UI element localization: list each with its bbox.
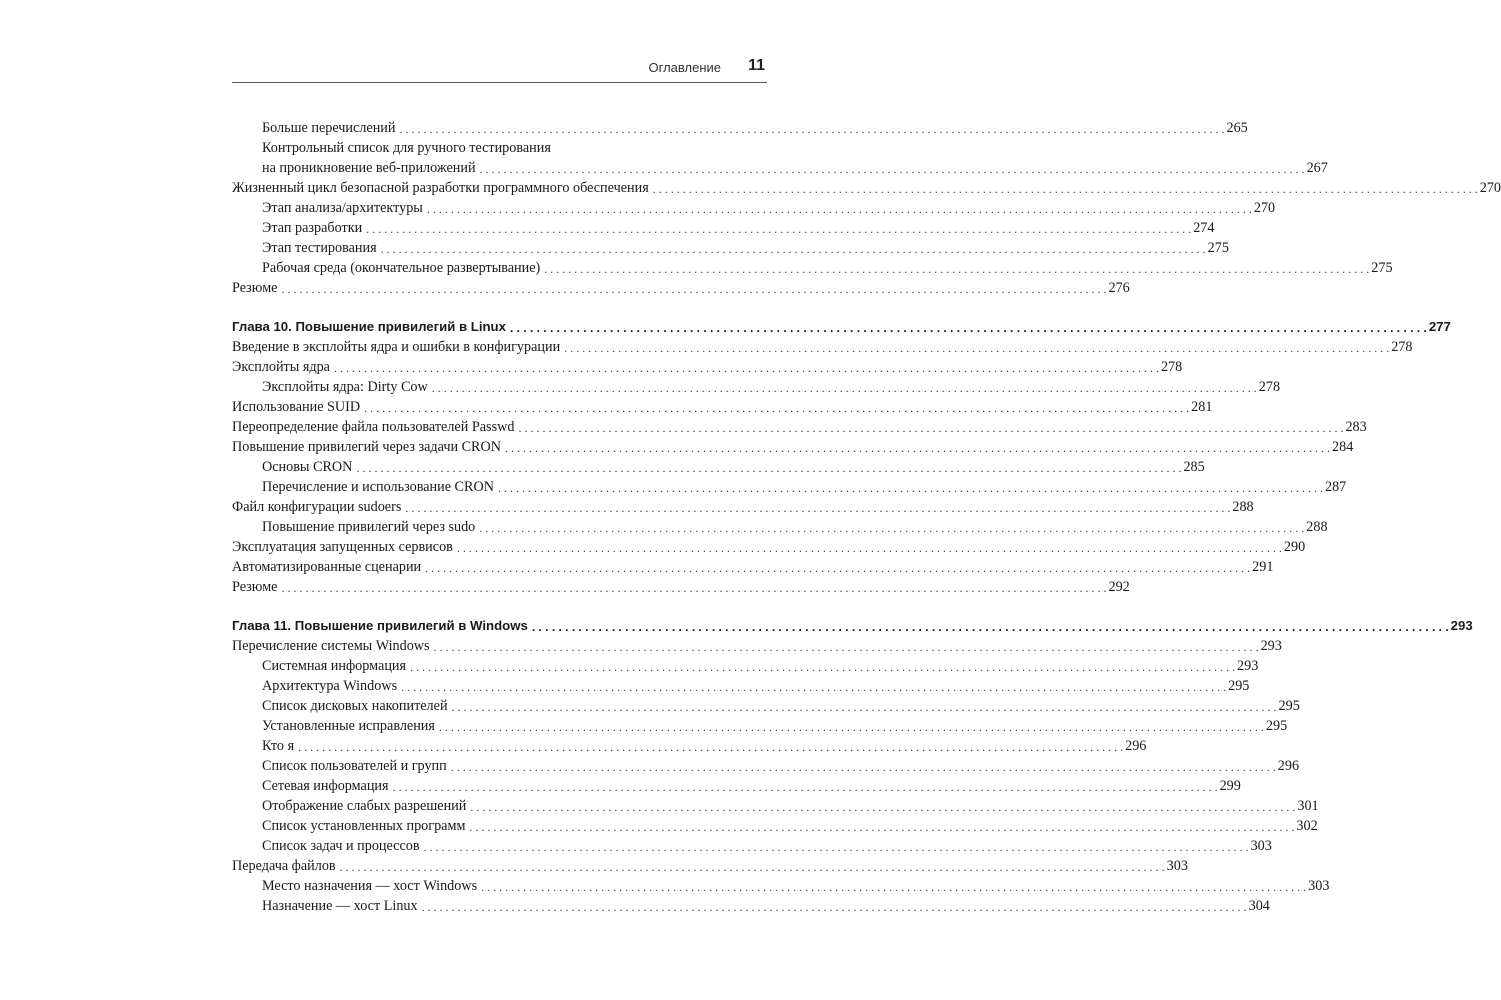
toc-entry-title: Сетевая информация [262,778,389,794]
dot-leader [479,519,1304,537]
toc-entry[interactable] [232,756,1300,776]
toc-entry-title: Этап разработки [262,220,363,236]
toc-entry-page: 287 [1324,479,1347,495]
toc-entry[interactable] [232,736,1147,756]
toc-entry-page: 270 [1253,200,1276,216]
toc-entry-title: Перечисление системы Windows [232,638,430,654]
dot-leader [518,419,1343,437]
dot-leader [281,280,1106,298]
dot-leader [452,698,1277,716]
toc-entry[interactable] [232,357,1183,377]
dot-leader [544,260,1369,278]
dot-leader [510,319,1427,337]
toc-entry-title: Жизненный цикл безопасной разработки программного обеспечения [232,180,649,196]
toc-entry-title: Файл конфигурации sudoers [232,499,402,515]
dot-leader [532,618,1449,636]
dot-leader [457,539,1282,557]
toc-entry-page: 270 [1479,180,1501,196]
toc-entry-page: 299 [1219,778,1241,794]
toc-entry-page: 296 [1125,738,1147,754]
toc-entry-page: 276 [1108,280,1130,296]
toc-entry[interactable] [232,258,1393,278]
toc-entry-page: 288 [1232,499,1254,515]
toc-entry-page: 284 [1332,439,1354,455]
toc-entry[interactable] [232,417,1367,437]
toc-entry[interactable] [232,656,1259,676]
toc-entry-title: Эксплойты ядра: Dirty Cow [262,379,428,395]
dot-leader [298,738,1123,756]
toc-entry-title: Резюме [232,579,278,595]
toc-entry-title: Использование SUID [232,399,361,415]
toc-entry[interactable] [232,776,1241,796]
toc-entry[interactable] [232,178,1501,198]
toc-entry-title: Системная информация [262,658,407,674]
toc-entry-title: Место назначения — хост Windows [262,878,478,894]
toc-entry-page: 278 [1160,359,1183,375]
toc-entry[interactable] [232,278,1130,298]
toc-entry-title: Список дисковых накопителей [262,698,448,714]
dot-leader [505,439,1330,457]
toc-entry-title: Этап анализа/архитектуры [262,200,423,216]
toc-entry-page: 274 [1193,220,1215,236]
toc-entry[interactable] [232,118,1248,138]
toc-entry-title: Введение в эксплойты ядра и ошибки в конфигурации [232,339,561,355]
toc-entry-page: 265 [1226,120,1248,136]
toc-entry-title: Перечисление и использование CRON [262,479,494,495]
toc-entry-page: 275 [1207,240,1229,256]
dot-leader [564,339,1389,357]
toc-entry-page: 293 [1260,638,1282,654]
toc-entry-page: 283 [1345,419,1367,435]
chapter-gap [232,597,767,616]
toc-entry[interactable] [232,676,1250,696]
toc-entry[interactable] [232,796,1319,816]
toc-entry[interactable] [232,716,1288,736]
dot-leader [434,638,1259,656]
dot-leader [366,220,1191,238]
table-of-contents [232,118,1501,916]
toc-entry[interactable] [232,337,1413,357]
toc-entry-title: Список установленных программ [262,818,466,834]
toc-entry[interactable] [232,238,1229,258]
toc-entry-title: Назначение — хост Linux [262,898,418,914]
toc-entry[interactable] [232,497,1254,517]
toc-entry[interactable] [232,896,1270,916]
dot-leader [364,399,1189,417]
dot-leader [340,858,1165,876]
toc-entry-page: 267 [1306,160,1328,176]
toc-entry-title: Глава 11. Повышение привилегий в Windows [232,618,528,633]
toc-entry-title: Архитектура Windows [262,678,398,694]
toc-entry[interactable] [232,517,1328,537]
toc-entry[interactable] [232,138,1328,178]
dot-leader [480,160,1305,178]
toc-chapter-entry[interactable] [232,616,1473,636]
dot-leader [451,758,1276,776]
toc-entry-title: Повышение привилегий через sudo [262,519,476,535]
dot-leader [498,479,1323,497]
toc-entry-page: 292 [1108,579,1130,595]
toc-entry-page: 281 [1191,399,1213,415]
toc-entry-page: 290 [1283,539,1306,555]
toc-entry[interactable] [232,477,1347,497]
toc-entry-page: 303 [1308,878,1330,894]
toc-entry-title: Повышение привилегий через задачи CRON [232,439,502,455]
toc-entry[interactable] [232,377,1281,397]
toc-entry[interactable] [232,457,1205,477]
toc-entry-title: Передача файлов [232,858,336,874]
running-header [232,56,767,83]
toc-entry-page: 293 [1450,618,1473,633]
dot-leader [470,798,1295,816]
toc-entry-title: Список задач и процессов [262,838,420,854]
toc-entry-page: 296 [1277,758,1300,774]
dot-leader [393,778,1218,796]
dot-leader [432,379,1257,397]
toc-entry-page: 278 [1258,379,1281,395]
toc-entry-title: Больше перечислений [262,120,396,136]
dot-leader [439,718,1264,736]
page-number: 11 [748,57,765,74]
toc-entry-page: 275 [1371,260,1393,276]
toc-entry-title: Резюме [232,280,278,296]
dot-leader [424,838,1249,856]
toc-entry-page: 303 [1250,838,1272,854]
dot-leader [281,579,1106,597]
dot-leader [410,658,1235,676]
dot-leader [399,120,1224,138]
toc-entry-title: Список пользователей и групп [262,758,447,774]
dot-leader [401,678,1226,696]
toc-chapter-entry[interactable] [232,317,1451,337]
toc-entry[interactable] [232,198,1276,218]
toc-entry-title: Кто я [262,738,295,754]
toc-entry[interactable] [232,577,1130,597]
toc-entry[interactable] [232,876,1330,896]
toc-entry-page: 303 [1166,858,1188,874]
toc-entry-page: 291 [1252,559,1274,575]
toc-entry-page: 295 [1278,698,1300,714]
toc-entry-title: Основы CRON [262,459,353,475]
toc-entry[interactable] [232,537,1306,557]
toc-entry-title: Установленные исправления [262,718,435,734]
toc-entry[interactable] [232,557,1274,577]
dot-leader [356,459,1181,477]
toc-entry-title: Рабочая среда (окончательное развертывание) [262,260,541,276]
toc-entry-page: 293 [1237,658,1259,674]
toc-entry-title: Автоматизированные сценарии [232,559,422,575]
toc-entry-page: 295 [1228,678,1250,694]
dot-leader [425,559,1250,577]
toc-entry-page: 285 [1183,459,1205,475]
dot-leader [469,818,1294,836]
toc-entry[interactable] [232,218,1215,238]
toc-entry[interactable] [232,836,1272,856]
dot-leader [653,180,1478,198]
toc-entry-page: 277 [1428,319,1451,334]
dot-leader [422,898,1247,916]
toc-entry-title-line1: Контрольный список для ручного тестирования [262,140,551,156]
toc-entry[interactable] [232,636,1282,656]
toc-entry-title: Переопределение файла пользователей Passwd [232,419,515,435]
dot-leader [481,878,1306,896]
toc-entry-title: на проникновение веб-приложений [262,160,476,176]
toc-entry-title: Отображение слабых разрешений [262,798,467,814]
toc-entry[interactable] [232,816,1318,836]
toc-entry-page: 278 [1391,339,1413,355]
toc-entry[interactable] [232,397,1213,417]
toc-entry-title: Глава 10. Повышение привилегий в Linux [232,319,506,334]
running-header-title: Оглавление [648,60,721,75]
dot-leader [334,359,1159,377]
toc-entry-title: Этап тестирования [262,240,377,256]
toc-entry[interactable] [232,856,1188,876]
dot-leader [405,499,1230,517]
toc-entry-title: Эксплойты ядра [232,359,330,375]
toc-entry-page: 304 [1248,898,1270,914]
toc-entry-title: Эксплуатация запущенных сервисов [232,539,453,555]
toc-entry-page: 301 [1297,798,1319,814]
toc-entry[interactable] [232,437,1354,457]
toc-entry-page: 302 [1296,818,1318,834]
dot-leader [427,200,1252,218]
toc-entry[interactable] [232,696,1300,716]
chapter-gap [232,298,767,317]
dot-leader [381,240,1206,258]
toc-entry-page: 288 [1306,519,1328,535]
toc-entry-page: 295 [1265,718,1288,734]
